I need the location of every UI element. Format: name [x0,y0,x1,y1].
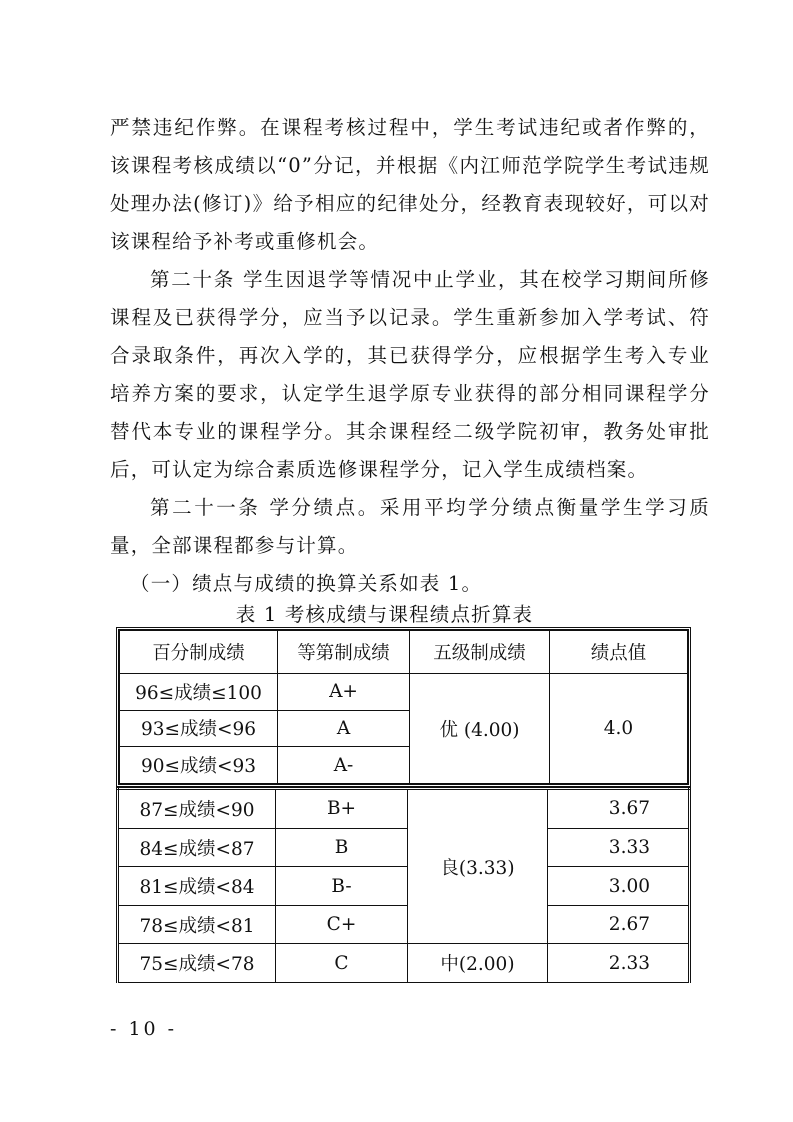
table-row [118,867,690,906]
gpa-cell: 2.67 [548,905,690,944]
table-row [118,828,690,867]
five-level-cell-good: 良(3.33) [408,789,548,944]
grade-cell: B- [276,867,408,906]
grade-cell: B+ [276,789,408,829]
paragraph-article-20: 第二十条 学生因退学等情况中止学业，其在校学习期间所修课程及已获得学分，应当予以记录。学生重新参加入学考试、符合录取条件，再次入学的，其已获得学分，应根据学生考入专业培养方案的要求，认定学生退学原专业获得的部分相同课程学分替代本专业的课程学分。其余课程经二级学院初审，教务处审批后，可认定为综合素质选修课程学分，记入学生成绩档案。 [110,268,710,481]
grade-table [119,630,688,784]
grade-cell: A+ [278,674,410,711]
gpa-cell-excellent: 4.0 [550,674,688,784]
table-row [118,944,690,983]
score-cell: 75≤成绩<78 [118,944,276,983]
table-caption-text: 表 1 考核成绩与课程绩点折算表 [235,603,534,626]
header-percent-score: 百分制成绩 [120,631,278,674]
score-cell: 96≤成绩≤100 [120,674,278,711]
gpa-cell: 3.33 [548,828,690,867]
score-cell: 90≤成绩<93 [120,747,278,784]
five-level-cell-excellent: 优 (4.00) [410,674,550,784]
gpa-cell: 3.67 [548,789,690,829]
grade-table-continued [116,787,691,983]
table-caption [0,599,793,627]
header-gpa: 绩点值 [550,631,688,674]
header-letter-grade: 等第制成绩 [278,631,410,674]
score-cell: 84≤成绩<87 [118,828,276,867]
grade-cell: A [278,710,410,747]
page-number: - 10 - [110,1018,178,1040]
grade-table-lower [116,787,691,983]
paragraph-article-21: 第二十一条 学分绩点。采用平均学分绩点衡量学生学习质量，全部课程都参与计算。 [110,496,710,557]
score-cell: 87≤成绩<90 [118,789,276,829]
grade-table-upper [116,627,691,787]
five-level-cell-medium: 中(2.00) [408,944,548,983]
score-cell: 93≤成绩<96 [120,710,278,747]
grade-cell: A- [278,747,410,784]
gpa-cell: 2.33 [548,944,690,983]
score-cell: 78≤成绩<81 [118,905,276,944]
table-row [118,789,690,829]
grade-cell: C [276,944,408,983]
gpa-cell: 3.00 [548,867,690,906]
table-row [118,905,690,944]
table-header-row [120,631,688,674]
paragraph-item-1: （一）绩点与成绩的换算关系如表 1。 [130,572,483,595]
table-row [120,674,688,711]
grade-cell: C+ [276,905,408,944]
score-cell: 81≤成绩<84 [118,867,276,906]
header-five-level: 五级制成绩 [410,631,550,674]
grade-cell: B [276,828,408,867]
paragraph-1: 严禁违纪作弊。在课程考核过程中，学生考试违纪或者作弊的，该课程考核成绩以“0”分记，并根据《内江师范学院学生考试违规处理办法(修订)》给予相应的纪律处分，经教育表现较好，可以对该课程给予补考或重修机会。 [110,116,710,253]
